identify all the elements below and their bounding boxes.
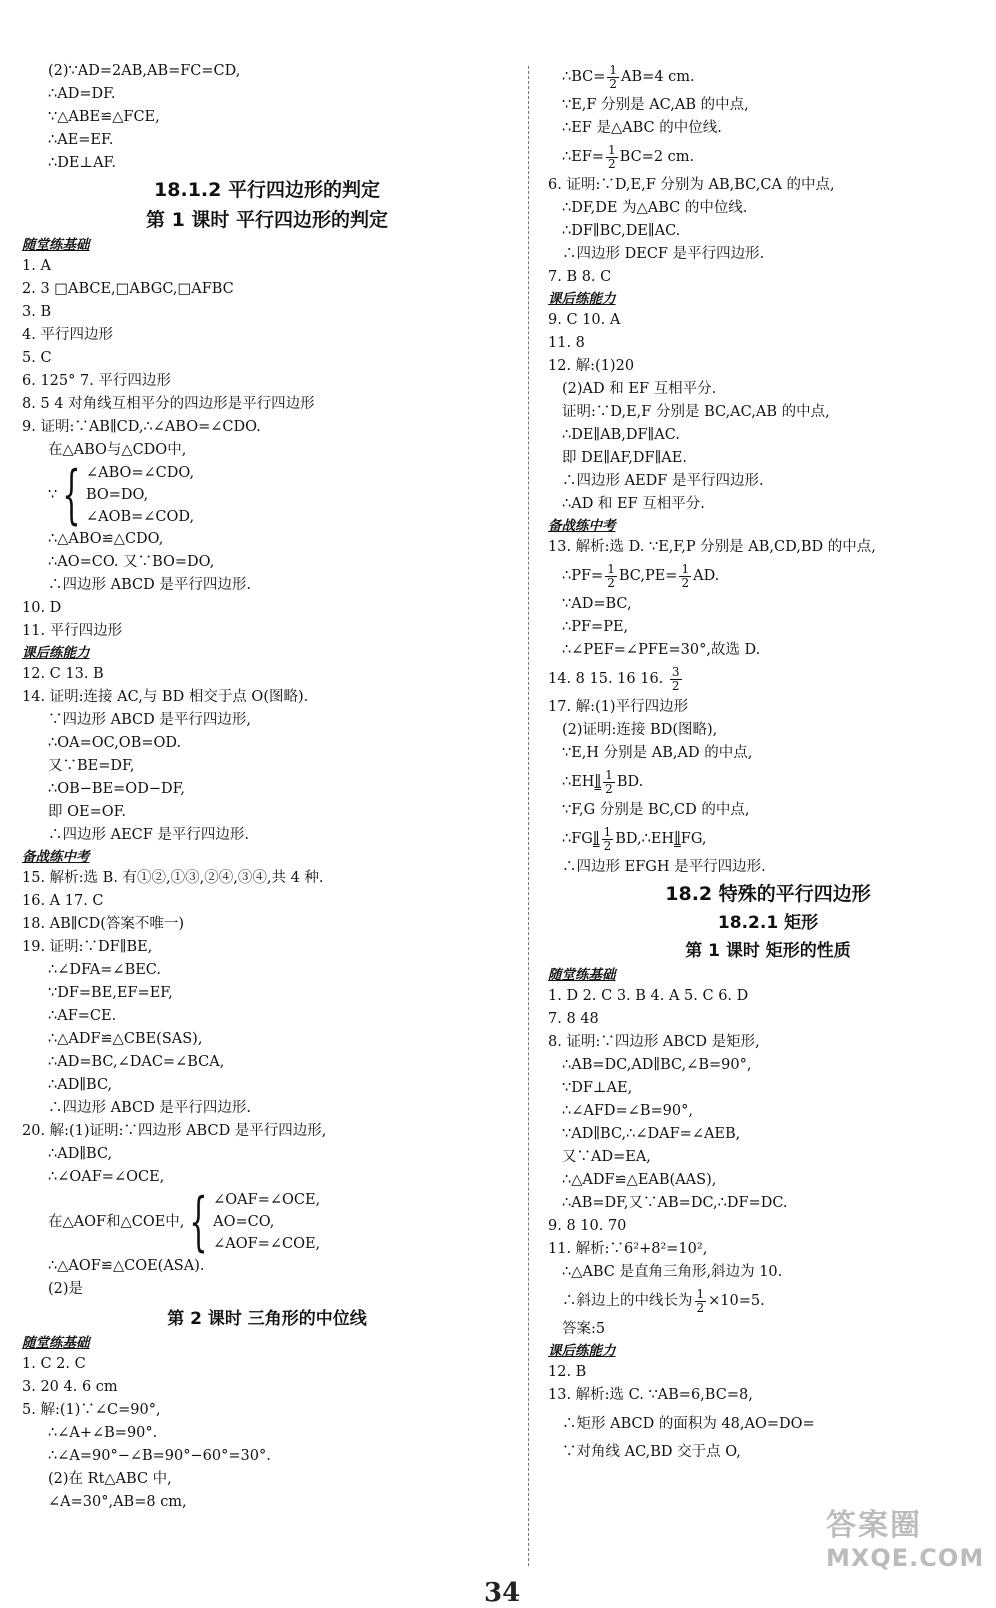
answer-line: 7. B 8. C [548,269,612,285]
text: ∴斜边上的中线长为 [562,1293,693,1309]
answers-block-d [22,867,512,1189]
answer-line: ∴AD∥BC, [48,1146,113,1162]
answer-line: ∵AD∥BC,∴∠DAF=∠AEB, [562,1126,741,1142]
answer-line: ∴矩形 ABCD 的面积为 48,AO=DO= [562,1416,815,1432]
answers-block-c [22,663,512,847]
text: ∴PF= [562,568,604,584]
answers-block-a [22,255,512,439]
parallel-equal-symbol: ∥ [594,774,602,790]
text: FG, [680,831,707,847]
answer-line: ∴AO=CO. 又∵BO=DO, [48,554,215,570]
numerator: 1 [608,142,616,157]
answer-line: ∠A=30°,AB=8 cm, [48,1494,187,1510]
text: BC,PE= [618,568,678,584]
answer-line: ∴AD=DF. [48,86,116,102]
denominator: 2 [608,156,616,171]
watermark-text: 答案圈 [826,1508,922,1543]
answer-line: ∴△AOF≌△COE(ASA). [48,1258,205,1274]
answers-block-f [22,1353,512,1514]
answer-line: ∵DF⊥AE, [562,1080,633,1096]
answer-line: 11. 解析:∵6²+8²=10², [548,1241,708,1257]
answer-line: ∵E,H 分别是 AB,AD 的中点, [562,745,753,761]
answer-line: 9. 8 10. 70 [548,1218,627,1234]
fraction-one-half [603,769,615,796]
left-brace: { [189,1185,208,1259]
answer-line-pf [548,559,988,593]
fraction-one-half [602,826,614,853]
answer-line: ∴AB=DF,又∵AB=DC,∴DF=DC. [562,1195,788,1211]
fraction-one-half [679,563,691,590]
numerator: 1 [609,62,618,77]
page-number: 34 [484,1578,521,1608]
answer-line: ∵AD=BC, [562,596,632,612]
section-label-jichu-2: 随堂练基础 [22,1335,90,1351]
answer-line: ∴∠AFD=∠B=90°, [562,1103,693,1119]
denominator: 2 [681,575,690,590]
answer-line: ∴四边形 AECF 是平行四边形. [48,827,250,843]
answer-line: 7. 8 48 [548,1011,599,1027]
answer-line: ∴AD=BC,∠DAC=∠BCA, [48,1054,225,1070]
answer-line: (2)是 [48,1281,84,1297]
answer-line: ∵DF=BE,EF=EF, [48,985,173,1001]
section-label-jichu: 随堂练基础 [22,237,90,253]
answers-block-e [22,1255,512,1301]
answers-block-rb [548,174,988,289]
answer-line: 2. 3 □ABCE,□ABGC,□AFBC [22,281,234,297]
answer-line: 1. A [22,258,51,274]
section-title-18-1-2: 18.1.2 平行四边形的判定 [154,179,380,201]
answer-line-eh [548,765,988,799]
answer-line: 即 DE∥AF,DF∥AE. [562,450,687,466]
answer-line-13: 13. 解析:选 D. ∵E,F,P 分别是 AB,CD,BD 的中点, [548,539,876,555]
denominator: 2 [603,838,612,853]
answer-line: 10. D [22,600,62,616]
section-label-zhongkao-r: 备战练中考 [548,518,616,534]
answer-line-ef [548,140,988,174]
answer-line: 17. 解:(1)平行四边形 [548,699,689,715]
answers-block-re [548,696,988,765]
answer-line-bc [548,60,988,94]
answer-line: 18. AB∥CD(答案不唯一) [22,916,185,932]
answers-block-rf [548,985,988,1284]
brace-system-9 [22,458,512,532]
answer-line: ∴∠DFA=∠BEC. [48,962,161,978]
brace-line: AO=CO, [213,1214,275,1230]
brace-line: ∠ABO=∠CDO, [85,465,195,481]
text: AB=4 cm. [621,69,695,85]
answer-line: ∴四边形 ABCD 是平行四边形. [48,577,251,593]
answer-line: 15. 解析:选 B. 有①②,①③,②④,③④,共 4 种. [22,870,324,886]
answers-block-ra [548,94,988,140]
answer-line: ∴△ADF≌△EAB(AAS), [562,1172,717,1188]
answer-line: 12. 解:(1)20 [548,358,635,374]
answer-line: 在△AOF和△COE中, [48,1213,185,1230]
answer-line: (2)AD 和 EF 互相平分. [562,381,717,397]
answer-line: 即 OE=OF. [48,804,127,820]
answer-line: ∴∠PEF=∠PFE=30°,故选 D. [562,642,761,658]
fraction-one-half [605,563,617,590]
numerator: 1 [605,767,613,782]
text: ∴BC= [562,69,606,85]
fraction-one-half [695,1288,707,1315]
answer-line: ∴△ABC 是直角三角形,斜边为 10. [562,1264,783,1280]
section-label-nengli-r2: 课后练能力 [548,1343,616,1359]
answer-line: ∴四边形 ABCD 是平行四边形. [48,1100,251,1116]
answer-line-midline [548,1284,988,1318]
answers-block-rc [548,309,988,516]
answer-line: 5. 解:(1)∵∠C=90°, [22,1402,161,1418]
denominator: 2 [605,781,613,796]
answer-line: ∴DF∥BC,DE∥AC. [562,223,681,239]
left-brace: { [62,458,81,532]
fraction-one-half [607,64,619,91]
answer-line: ∴四边形 EFGH 是平行四边形. [562,859,766,875]
text: ∴FG [562,831,593,847]
answer-line: (2)在 Rt△ABC 中, [48,1471,172,1487]
because-symbol: ∵ [48,486,58,503]
answer-line: ∴EF 是△ABC 的中位线. [562,120,722,136]
answer-line: ∵四边形 ABCD 是平行四边形, [48,712,251,728]
answer-line: 1. D 2. C 3. B 4. A 5. C 6. D [548,988,749,1004]
denominator: 2 [671,678,680,693]
answer-line: 8. 5 4 对角线互相平分的四边形是平行四边形 [22,396,315,412]
answer-line: 6. 125° 7. 平行四边形 [22,373,171,389]
answer-line: 证明:∵D,E,F 分别是 BC,AC,AB 的中点, [562,404,830,420]
answer-line: (2)证明:连接 BD(图略), [562,722,718,738]
text: BD. [616,774,644,790]
answer-line: 在△ABO与△CDO中, [48,442,187,458]
answer-line: 6. 证明:∵D,E,F 分别为 AB,BC,CA 的中点, [548,177,835,193]
numerator: 1 [607,561,615,576]
denominator: 2 [609,76,618,91]
lesson-1-title: 第 1 课时 平行四边形的判定 [145,209,389,231]
answer-line: ∴DE⊥AF. [48,155,116,171]
section-label-nengli: 课后练能力 [22,645,90,661]
answer-line: ∴△ABO≌△CDO, [48,531,164,547]
answer-line: ∴AD 和 EF 互相平分. [562,496,705,512]
fraction-one-half [606,144,618,171]
brace-lines [213,1189,320,1255]
parallel-equal-symbol: ∥ [674,831,681,847]
answer-line: 3. B [22,304,52,320]
answer-line: 19. 证明:∵DF∥BE, [22,939,153,955]
text: BC=2 cm. [619,149,695,165]
fraction-three-halves [670,666,682,693]
brace-line: ∠OAF=∠OCE, [213,1192,321,1208]
answer-line: 5. C [22,350,52,366]
answer-line: ∴AF=CE. [48,1008,117,1024]
answer-line: 14. 证明:连接 AC,与 BD 相交于点 O(图略). [22,689,309,705]
text: 14. 8 15. 16 16. [548,671,668,687]
answer-line: ∴∠A=90°−∠B=90°−60°=30°. [48,1448,271,1464]
answer-line: ∴AD∥BC, [48,1077,113,1093]
answer-line: 12. B [548,1364,587,1380]
answer-line: 11. 8 [548,335,585,351]
answer-line: ∴四边形 DECF 是平行四边形. [562,246,765,262]
answer-line: 8. 证明:∵四边形 ABCD 是矩形, [548,1034,760,1050]
text: BD,∴EH [615,831,675,847]
answers-block-rg [548,1318,988,1341]
answer-line: ∴DF,DE 为△ABC 的中位线. [562,200,748,216]
column-divider [528,66,529,1566]
answers-block-b [22,528,512,643]
numerator: 3 [671,664,680,679]
answer-line: 20. 解:(1)证明:∵四边形 ABCD 是平行四边形, [22,1123,327,1139]
brace-line: ∠AOB=∠COD, [85,509,195,525]
answer-line: 12. C 13. B [22,666,104,682]
brace-lines [86,462,194,528]
section-label-nengli-r: 课后练能力 [548,291,616,307]
answer-line: 13. 解析:选 C. ∵AB=6,BC=8, [548,1387,753,1403]
numerator: 1 [696,1286,705,1301]
watermark-url: MXQE.COM [826,1544,985,1572]
answers-block-rd [548,593,988,662]
section-label-zhongkao: 备战练中考 [22,849,90,865]
denominator: 2 [696,1300,705,1315]
answer-line: ∴PF=PE, [562,619,629,635]
answer-line: 3. 20 4. 6 cm [22,1379,118,1395]
answer-line: 答案:5 [562,1321,606,1337]
answer-line: ∴∠A+∠B=90°. [48,1425,158,1441]
answer-line: ∵△ABE≌△FCE, [48,109,160,125]
answer-line-14-16 [548,662,988,696]
left-intro-block [22,60,512,175]
answer-line: 9. 证明:∵AB∥CD,∴∠ABO=∠CDO. [22,419,261,435]
answers-block-rh [548,1361,988,1407]
section-label-jichu-r: 随堂练基础 [548,967,616,983]
watermark-logo [826,1500,986,1590]
answer-line: 9. C 10. A [548,312,621,328]
text: AD. [693,568,720,584]
answer-line: ∴∠OAF=∠OCE, [48,1169,165,1185]
text: ×10=5. [708,1293,765,1309]
left-column [22,60,512,1514]
answer-line: 4. 平行四边形 [22,327,113,343]
denominator: 2 [607,575,615,590]
right-column [548,60,988,1464]
answer-line: ∴四边形 AEDF 是平行四边形. [562,473,764,489]
answer-line: 16. A 17. C [22,893,104,909]
answer-line: ∵E,F 分别是 AC,AB 的中点, [562,97,749,113]
brace-line: ∠AOF=∠COE, [213,1236,321,1252]
answer-line: ∴OB−BE=OD−DF, [48,781,186,797]
answer-line: ∴OA=OC,OB=OD. [48,735,182,751]
numerator: 1 [603,824,612,839]
lesson-2-title: 第 2 课时 三角形的中位线 [167,1309,367,1329]
section-title-18-2-1: 18.2.1 矩形 [717,913,819,933]
answer-line: ∵F,G 分别是 BC,CD 的中点, [562,802,750,818]
answer-line-fg [548,822,988,856]
numerator: 1 [681,561,690,576]
answer-line: ∴DE∥AB,DF∥AC. [562,427,680,443]
answer-line: ∴△ADF≌△CBE(SAS), [48,1031,203,1047]
answer-line: ∵对角线 AC,BD 交于点 O, [562,1444,741,1460]
brace-system-20 [22,1185,512,1259]
brace-line: BO=DO, [85,487,149,503]
answer-line: 又∵BE=DF, [48,758,135,774]
answer-line: 11. 平行四边形 [22,623,123,639]
section-title-18-2: 18.2 特殊的平行四边形 [665,883,871,905]
text: ∴EF= [562,149,605,165]
answer-line: ∴AE=EF. [48,132,114,148]
text: ∴EH [562,774,595,790]
answer-line: 1. C 2. C [22,1356,86,1372]
answer-line: ∴AB=DC,AD∥BC,∠B=90°, [562,1057,752,1073]
answer-line: (2)∵AD=2AB,AB=FC=CD, [48,63,241,79]
answer-line: 又∵AD=EA, [562,1149,651,1165]
parallel-equal-symbol: ∥ [592,831,600,847]
lesson-rect-title: 第 1 课时 矩形的性质 [685,941,851,961]
